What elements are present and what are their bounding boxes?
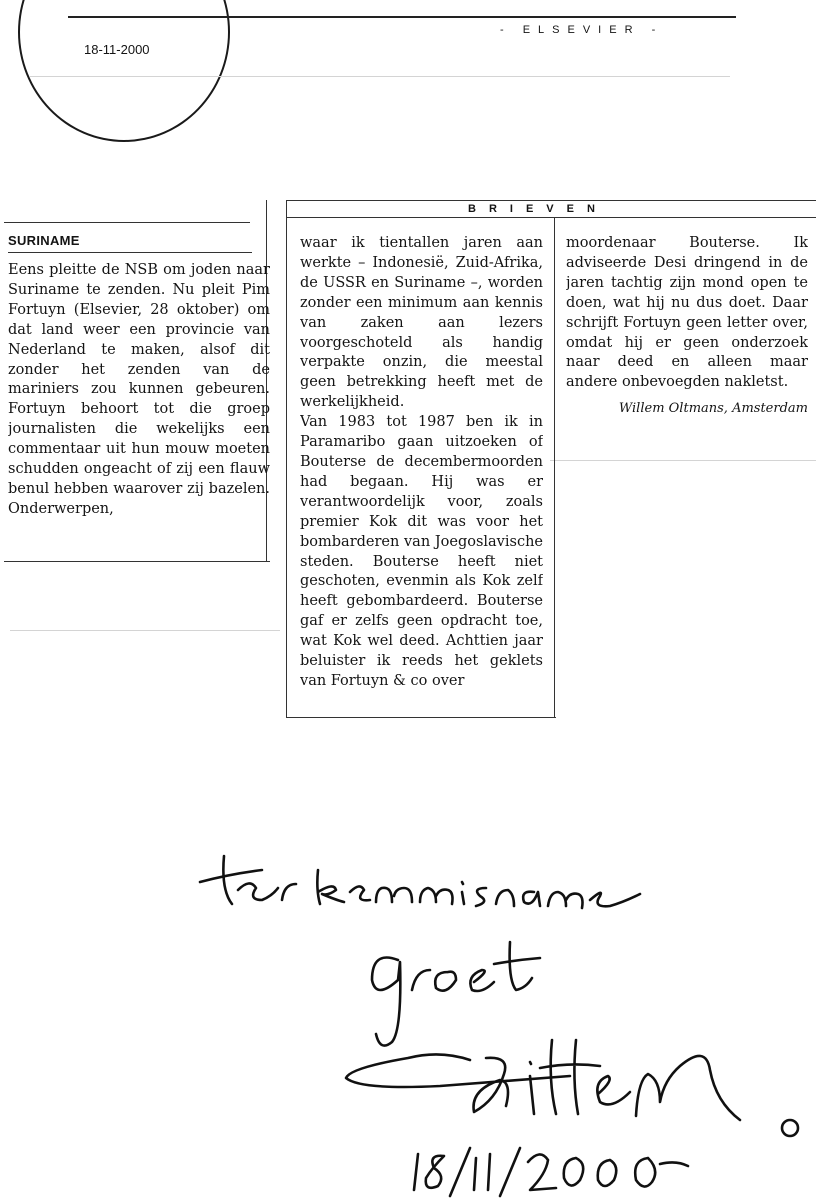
letter-signature: Willem Oltmans, Amsterdam	[618, 401, 808, 417]
brieven-bar-top	[286, 200, 816, 201]
column2-frame-left	[286, 200, 287, 718]
brieven-bar-bottom	[286, 217, 816, 218]
scan-artifact-line	[550, 460, 816, 461]
scan-artifact-line	[30, 76, 730, 77]
handwritten-note	[0, 830, 816, 1200]
letter-column-3	[566, 234, 808, 434]
handwritten-signature	[346, 1040, 798, 1136]
clipping-date: 18-11-2000	[84, 42, 150, 57]
handwriting-line-2	[372, 942, 540, 1046]
handwritten-date	[414, 1148, 688, 1196]
column-frame-bottom	[4, 561, 270, 562]
scan-artifact-line	[10, 630, 280, 631]
letter-column-2	[300, 234, 543, 709]
section-label: BRIEVEN	[468, 203, 608, 215]
article-heading: SURINAME	[8, 233, 80, 248]
column-divider	[554, 217, 555, 717]
column2-frame-bottom	[286, 717, 556, 718]
stamp-circle	[18, 0, 230, 142]
letter-column-1	[8, 261, 270, 561]
heading-rule-bottom	[8, 252, 252, 253]
handwriting-line-1	[200, 856, 640, 908]
letter-paragraph: Eens pleitte de NSB om joden naar Suriname te zenden. Nu pleit Pim Fortuyn (Elsevier, 28 oktober) om dat land weer een provincie van Nederland te maken, alsof dit zonder het zenden van de mariniers zou kunnen gebeuren. Fortuyn behoort tot die groep journalisten die wekelijks een commentaar uit hun mouw moeten schudden ongeacht of zij een flauw benul hebben waarover zij bazelen. Onderwerpen,	[8, 262, 270, 517]
heading-rule-top	[4, 222, 250, 223]
header-rule	[68, 16, 736, 18]
letter-paragraph: Van 1983 tot 1987 ben ik in Paramaribo gaan uitzoeken of Bouterse de decembermoorden had begaan. Hij was er verantwoordelijk voor, zoals premier Kok dit was voor het bombarderen van Joegoslavische steden. Bouterse heeft niet geschoten, evenmin als Kok zelf heeft gebombardeerd. Bouterse gaf er zelfs geen opdracht toe, wat Kok wel deed. Achttien jaar beluister ik reeds het geklets van Fortuyn & co over	[300, 414, 543, 689]
publication-name: - ELSEVIER -	[500, 24, 664, 36]
letter-paragraph: moordenaar Bouterse. Ik adviseerde Desi dringend in de jaren tachtig zijn mond open te doen, wat hij nu dus doet. Daar schrijft Fortuyn geen letter over, omdat hij er geen onderzoek naar deed en alleen maar andere onbevoegden nakletst.	[566, 235, 808, 391]
letter-paragraph: waar ik tientallen jaren aan werkte – Indonesië, Zuid-Afrika, de USSR en Suriname –, worden zonder een minimum aan kennis van zaken aan lezers voorgeschoteld als handig verpakte onzin, die meestal geen betrekking heeft met de werkelijkheid.	[300, 235, 543, 411]
